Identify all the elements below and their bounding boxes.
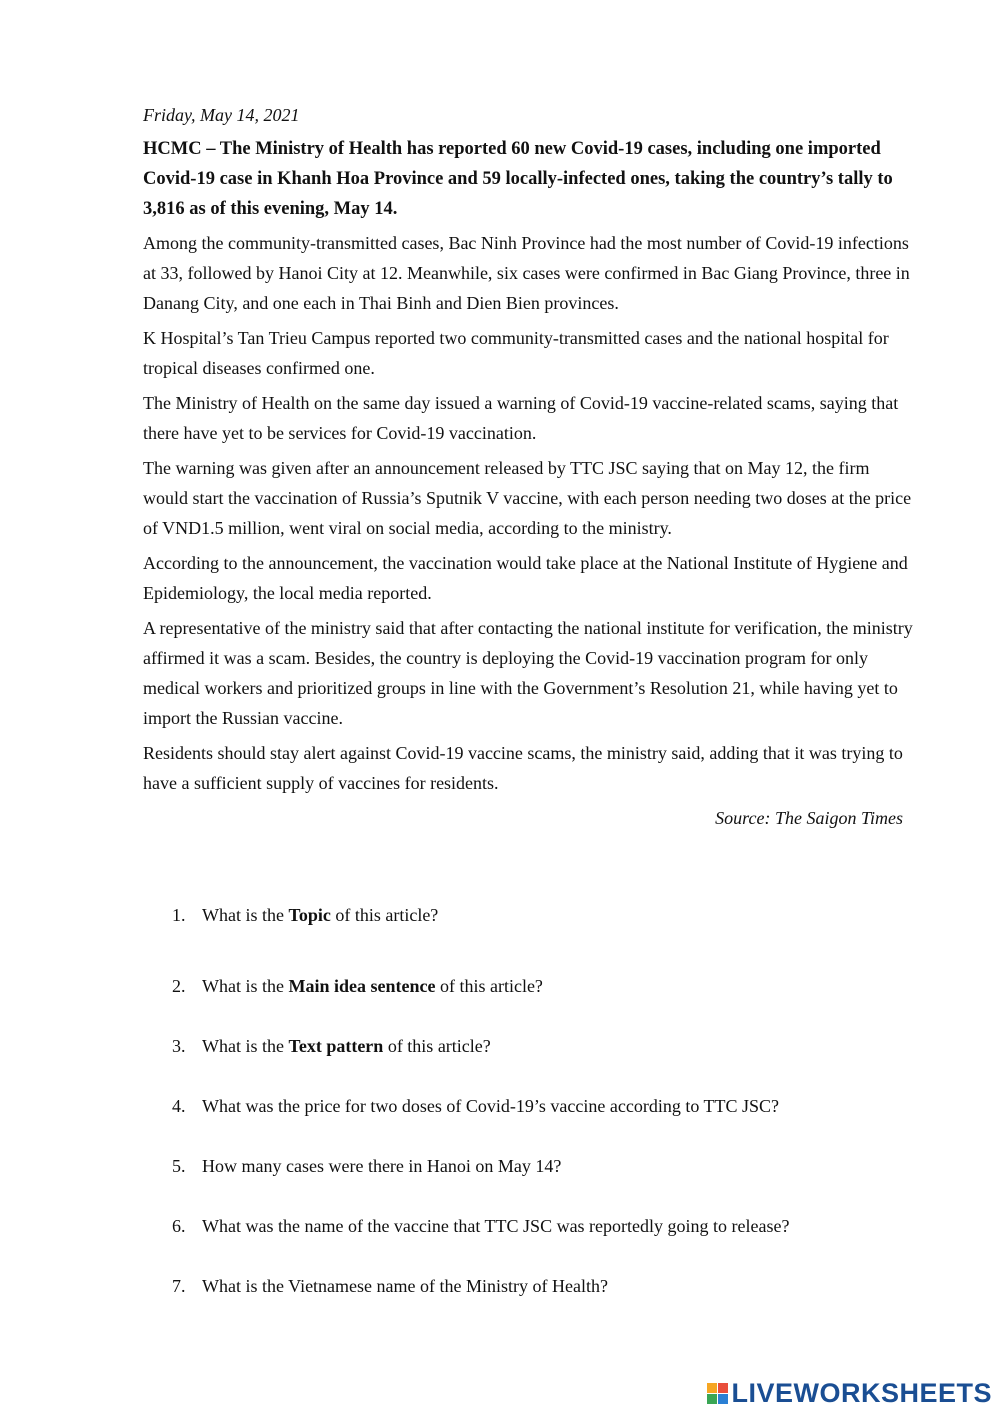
question-number: 7. [172,1276,186,1296]
question-text: What was the name of the vaccine that TTC JSC was reportedly going to release? [202,1216,790,1236]
article-paragraph: According to the announcement, the vaccination would take place at the National Institute of Hygiene and Epidemiology, the local media reported. [143,553,908,603]
article-paragraph: Among the community-transmitted cases, Bac Ninh Province had the most number of Covid-19 infections at 33, followed by Hanoi City at 12. Meanwhile, six cases were confirmed in Bac Giang Province, three in Danang City, and one each in Thai Binh and Dien Bien provinces. [143,233,910,313]
question-number: 2. [172,976,186,996]
question-item [172,1271,932,1301]
question-text: What is the [202,1036,289,1056]
question-number: 1. [172,905,186,925]
article-paragraph: The Ministry of Health on the same day issued a warning of Covid-19 vaccine-related scams, saying that there have yet to be services for Covid-19 vaccination. [143,393,899,443]
question-text: How many cases were there in Hanoi on May 14? [202,1156,562,1176]
article-lead: HCMC – The Ministry of Health has reported 60 new Covid-19 cases, including one imported Covid-19 case in Khanh Hoa Province and 59 locally-infected ones, taking the country’s tally to 3,816 as of this evening, May 14. [143,139,893,219]
question-number: 5. [172,1156,186,1176]
question-item [172,1211,932,1241]
question-keyword: Main idea sentence [288,976,436,996]
logo-wordmark: LIVEWORKSHEETS [731,1378,992,1408]
article-paragraph: A representative of the ministry said that after contacting the national institute for verification, the ministry affirmed it was a scam. Besides, the country is deploying the Covid-19 vaccination program for only medical workers and prioritized groups in line with the Government’s Resolution 21, while having yet to import the Russian vaccine. [143,618,913,728]
question-item [172,900,932,930]
question-text: What is the Vietnamese name of the Ministry of Health? [202,1276,608,1296]
question-item [172,971,932,1001]
question-item [172,1031,932,1061]
article-paragraph: Residents should stay alert against Covid-19 vaccine scams, the ministry said, adding that it was trying to have a sufficient supply of vaccines for residents. [143,743,903,793]
question-text-end: of this article? [330,905,439,925]
question-text-end: of this article? [383,1036,491,1056]
article-date: Friday, May 14, 2021 [143,105,300,125]
question-text: What was the price for two doses of Covid-19’s vaccine according to TTC JSC? [202,1096,780,1116]
article-paragraph: K Hospital’s Tan Trieu Campus reported two community-transmitted cases and the national hospital for tropical diseases confirmed one. [143,328,889,378]
article-paragraph: The warning was given after an announcement released by TTC JSC saying that on May 12, the firm would start the vaccination of Russia’s Sputnik V vaccine, with each person needing two doses at the price of VND1.5 million, went viral on social media, according to the ministry. [143,458,912,538]
question-text: What is the [202,976,289,996]
worksheet-page [143,100,913,833]
question-keyword: Topic [288,905,331,925]
liveworksheets-logo[interactable] [707,1378,992,1409]
question-item [172,1151,932,1181]
liveworksheets-logo-icon [707,1382,729,1406]
question-text: What is the [202,905,289,925]
question-text-end: of this article? [435,976,543,996]
article-source: Source: The Saigon Times [715,808,903,828]
question-number: 6. [172,1216,186,1236]
question-number: 4. [172,1096,186,1116]
question-keyword: Text pattern [288,1036,384,1056]
question-item [172,1091,932,1121]
question-number: 3. [172,1036,186,1056]
